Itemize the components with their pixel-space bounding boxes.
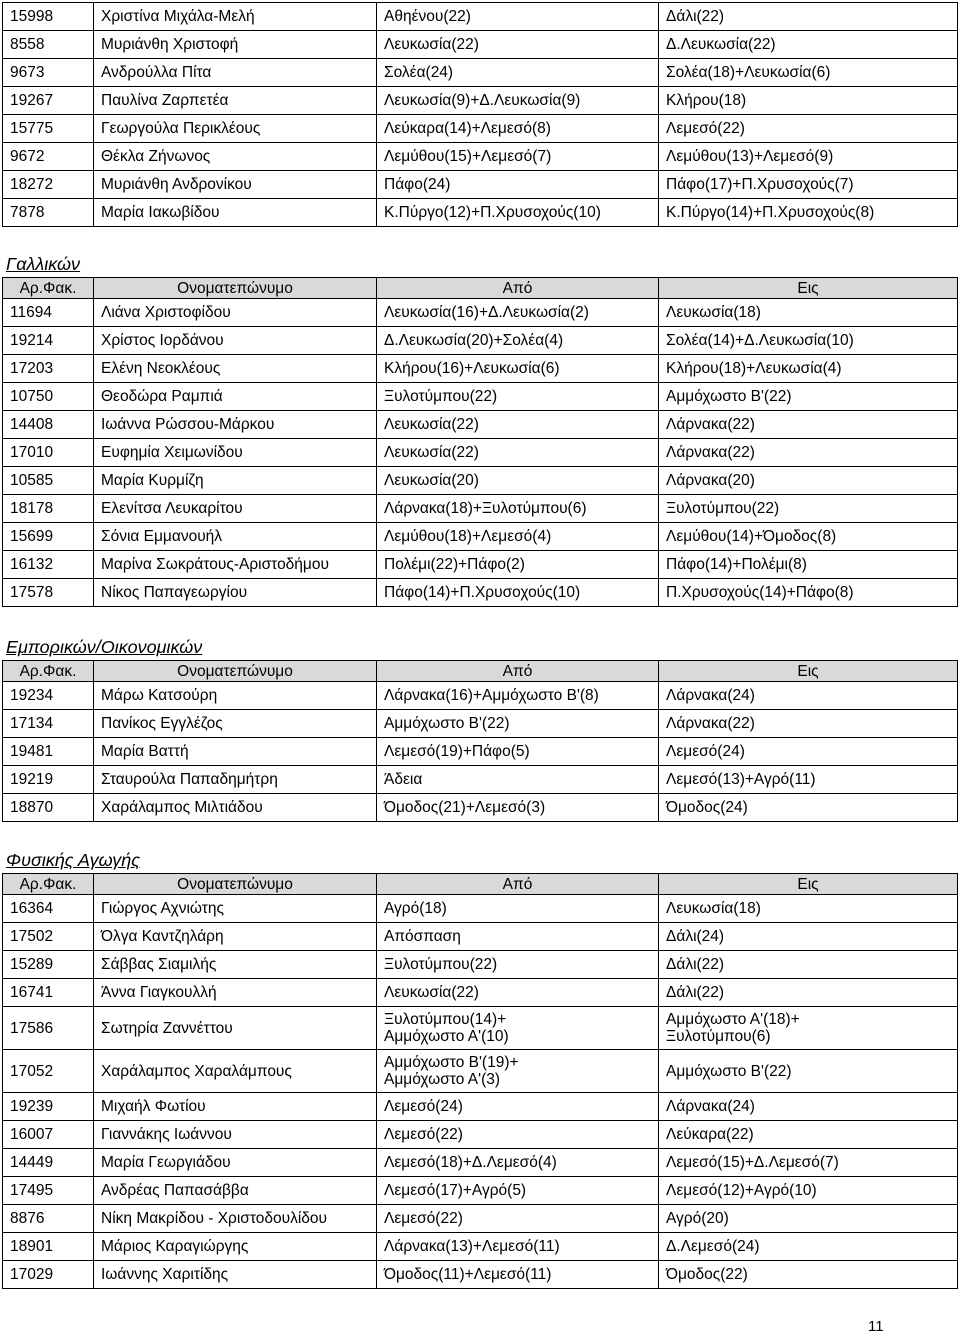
header-file-no: Αρ.Φακ. bbox=[3, 661, 94, 682]
file-no-cell: 16007 bbox=[3, 1121, 94, 1149]
file-no-cell: 19214 bbox=[3, 327, 94, 355]
table-row bbox=[3, 327, 958, 355]
table-row bbox=[3, 682, 958, 710]
file-no-cell: 16132 bbox=[3, 551, 94, 579]
table-row bbox=[3, 383, 958, 411]
from-cell: Λάρνακα(16)+Αμμόχωστο Β'(8) bbox=[377, 682, 659, 710]
file-no-cell: 18178 bbox=[3, 495, 94, 523]
to-cell: Λεύκαρα(22) bbox=[659, 1121, 958, 1149]
full-name-cell: Ανδρούλλα Πίτα bbox=[94, 59, 377, 87]
from-cell: Όμοδος(21)+Λεμεσό(3) bbox=[377, 794, 659, 822]
transfers-table-top bbox=[2, 2, 958, 227]
file-no-cell: 14449 bbox=[3, 1149, 94, 1177]
full-name-cell: Θεοδώρα Ραμπιά bbox=[94, 383, 377, 411]
to-cell: Δάλι(24) bbox=[659, 923, 958, 951]
table-body bbox=[3, 682, 958, 822]
to-cell: Λεμεσό(15)+Δ.Λεμεσό(7) bbox=[659, 1149, 958, 1177]
full-name-cell: Πανίκος Εγγλέζος bbox=[94, 710, 377, 738]
table-row bbox=[3, 1007, 958, 1050]
full-name-cell: Μαρία Γεωργιάδου bbox=[94, 1149, 377, 1177]
table-row bbox=[3, 87, 958, 115]
to-cell: Αμμόχωστο Β'(22) bbox=[659, 383, 958, 411]
table-row bbox=[3, 1121, 958, 1149]
full-name-cell: Ιωάννης Χαριτίδης bbox=[94, 1261, 377, 1289]
table-row bbox=[3, 710, 958, 738]
table-row bbox=[3, 115, 958, 143]
from-cell: Λευκωσία(9)+Δ.Λευκωσία(9) bbox=[377, 87, 659, 115]
from-cell: Λεμύθου(15)+Λεμεσό(7) bbox=[377, 143, 659, 171]
to-cell: Σολέα(18)+Λευκωσία(6) bbox=[659, 59, 958, 87]
from-cell: Κλήρου(16)+Λευκωσία(6) bbox=[377, 355, 659, 383]
full-name-cell: Γιαννάκης Ιωάννου bbox=[94, 1121, 377, 1149]
table-row bbox=[3, 467, 958, 495]
table-row bbox=[3, 143, 958, 171]
from-cell: Πάφο(14)+Π.Χρυσοχούς(10) bbox=[377, 579, 659, 607]
header-from: Από bbox=[377, 278, 659, 299]
to-cell: Κ.Πύργο(14)+Π.Χρυσοχούς(8) bbox=[659, 199, 958, 227]
file-no-cell: 17029 bbox=[3, 1261, 94, 1289]
header-to: Εις bbox=[659, 278, 958, 299]
to-cell: Πάφο(14)+Πολέμι(8) bbox=[659, 551, 958, 579]
to-cell: Δάλι(22) bbox=[659, 951, 958, 979]
to-cell: Δάλι(22) bbox=[659, 979, 958, 1007]
page-number: 11 bbox=[868, 1318, 884, 1335]
header-full-name: Ονοματεπώνυμο bbox=[94, 278, 377, 299]
from-cell: Λευκωσία(22) bbox=[377, 31, 659, 59]
file-no-cell: 15289 bbox=[3, 951, 94, 979]
header-file-no: Αρ.Φακ. bbox=[3, 874, 94, 895]
file-no-cell: 15998 bbox=[3, 3, 94, 31]
full-name-cell: Άννα Γιαγκουλλή bbox=[94, 979, 377, 1007]
table-row bbox=[3, 979, 958, 1007]
table-row bbox=[3, 766, 958, 794]
to-cell: Κλήρου(18)+Λευκωσία(4) bbox=[659, 355, 958, 383]
full-name-cell: Χαράλαμπος Χαραλάμπους bbox=[94, 1050, 377, 1093]
table-row bbox=[3, 923, 958, 951]
to-cell: Δ.Λευκωσία(22) bbox=[659, 31, 958, 59]
full-name-cell: Γιώργος Αχνιώτης bbox=[94, 895, 377, 923]
full-name-cell: Γεωργούλα Περικλέους bbox=[94, 115, 377, 143]
full-name-cell: Σωτηρία Ζαννέττου bbox=[94, 1007, 377, 1050]
file-no-cell: 11694 bbox=[3, 299, 94, 327]
cell-line: Ξυλοτύμπου(6) bbox=[666, 1028, 771, 1045]
from-cell: Λεμεσό(17)+Αγρό(5) bbox=[377, 1177, 659, 1205]
table-row bbox=[3, 895, 958, 923]
cell-line: Ξυλοτύμπου(14)+ bbox=[384, 1011, 507, 1028]
file-no-cell: 19219 bbox=[3, 766, 94, 794]
from-cell bbox=[377, 1050, 659, 1093]
file-no-cell: 15775 bbox=[3, 115, 94, 143]
table-body bbox=[3, 895, 958, 1289]
full-name-cell: Νίκη Μακρίδου - Χριστοδουλίδου bbox=[94, 1205, 377, 1233]
table-row bbox=[3, 1149, 958, 1177]
file-no-cell: 19481 bbox=[3, 738, 94, 766]
file-no-cell: 17578 bbox=[3, 579, 94, 607]
cell-line: Αμμόχωστο Α'(10) bbox=[384, 1028, 509, 1045]
section-title-economics: Εμπορικών/Οικονομικών bbox=[6, 637, 203, 657]
file-no-cell: 8558 bbox=[3, 31, 94, 59]
full-name-cell: Θέκλα Ζήνωνος bbox=[94, 143, 377, 171]
full-name-cell: Ανδρέας Παπασάββα bbox=[94, 1177, 377, 1205]
from-cell: Αγρό(18) bbox=[377, 895, 659, 923]
transfers-table-economics bbox=[2, 660, 958, 822]
from-cell: Πάφο(24) bbox=[377, 171, 659, 199]
to-cell bbox=[659, 1007, 958, 1050]
full-name-cell: Μαρία Βαττή bbox=[94, 738, 377, 766]
full-name-cell: Μυριάνθη Χριστοφή bbox=[94, 31, 377, 59]
header-to: Εις bbox=[659, 874, 958, 895]
to-cell: Κλήρου(18) bbox=[659, 87, 958, 115]
to-cell: Όμοδος(22) bbox=[659, 1261, 958, 1289]
from-cell: Ξυλοτύμπου(22) bbox=[377, 951, 659, 979]
from-cell: Λευκωσία(22) bbox=[377, 439, 659, 467]
to-cell: Λεμύθου(14)+Όμοδος(8) bbox=[659, 523, 958, 551]
full-name-cell: Σάββας Σιαμιλής bbox=[94, 951, 377, 979]
table-row bbox=[3, 579, 958, 607]
from-cell: Αθηένου(22) bbox=[377, 3, 659, 31]
to-cell: Π.Χρυσοχούς(14)+Πάφο(8) bbox=[659, 579, 958, 607]
file-no-cell: 10750 bbox=[3, 383, 94, 411]
transfers-table-physical-education bbox=[2, 873, 958, 1289]
from-cell: Λάρνακα(13)+Λεμεσό(11) bbox=[377, 1233, 659, 1261]
full-name-cell: Όλγα Καντζηλάρη bbox=[94, 923, 377, 951]
to-cell: Λάρνακα(24) bbox=[659, 1093, 958, 1121]
from-cell: Λευκωσία(16)+Δ.Λευκωσία(2) bbox=[377, 299, 659, 327]
full-name-cell: Χαράλαμπος Μιλτιάδου bbox=[94, 794, 377, 822]
full-name-cell: Μαρία Κυρμίζη bbox=[94, 467, 377, 495]
full-name-cell: Χρίστος Ιορδάνου bbox=[94, 327, 377, 355]
file-no-cell: 17502 bbox=[3, 923, 94, 951]
to-cell: Δ.Λεμεσό(24) bbox=[659, 1233, 958, 1261]
table-row bbox=[3, 59, 958, 87]
cell-line: Αμμόχωστο Α'(18)+ bbox=[666, 1011, 800, 1028]
file-no-cell: 18272 bbox=[3, 171, 94, 199]
transfers-table-french bbox=[2, 277, 958, 607]
table-row bbox=[3, 439, 958, 467]
full-name-cell: Λιάνα Χριστοφίδου bbox=[94, 299, 377, 327]
full-name-cell: Ελένη Νεοκλέους bbox=[94, 355, 377, 383]
full-name-cell: Ιωάννα Ρώσσου-Μάρκου bbox=[94, 411, 377, 439]
table-row bbox=[3, 794, 958, 822]
table-row bbox=[3, 1205, 958, 1233]
from-cell: Λευκωσία(20) bbox=[377, 467, 659, 495]
table-row bbox=[3, 3, 958, 31]
to-cell: Λεμεσό(12)+Αγρό(10) bbox=[659, 1177, 958, 1205]
file-no-cell: 8876 bbox=[3, 1205, 94, 1233]
from-cell: Λάρνακα(18)+Ξυλοτύμπου(6) bbox=[377, 495, 659, 523]
file-no-cell: 9672 bbox=[3, 143, 94, 171]
to-cell: Λάρνακα(20) bbox=[659, 467, 958, 495]
to-cell: Σολέα(14)+Δ.Λευκωσία(10) bbox=[659, 327, 958, 355]
to-cell: Λευκωσία(18) bbox=[659, 299, 958, 327]
from-cell: Όμοδος(11)+Λεμεσό(11) bbox=[377, 1261, 659, 1289]
full-name-cell: Νίκος Παπαγεωργίου bbox=[94, 579, 377, 607]
header-to: Εις bbox=[659, 661, 958, 682]
from-cell: Πολέμι(22)+Πάφο(2) bbox=[377, 551, 659, 579]
file-no-cell: 16364 bbox=[3, 895, 94, 923]
full-name-cell: Ελενίτσα Λευκαρίτου bbox=[94, 495, 377, 523]
table-row bbox=[3, 1233, 958, 1261]
section-title-french: Γαλλικών bbox=[6, 254, 81, 274]
from-cell: Λεμεσό(22) bbox=[377, 1121, 659, 1149]
file-no-cell: 17203 bbox=[3, 355, 94, 383]
header-row bbox=[3, 278, 958, 299]
from-cell: Λεμύθου(18)+Λεμεσό(4) bbox=[377, 523, 659, 551]
to-cell: Πάφο(17)+Π.Χρυσοχούς(7) bbox=[659, 171, 958, 199]
table-row bbox=[3, 495, 958, 523]
to-cell: Αγρό(20) bbox=[659, 1205, 958, 1233]
table-row bbox=[3, 355, 958, 383]
table-body bbox=[3, 3, 958, 227]
file-no-cell: 17010 bbox=[3, 439, 94, 467]
to-cell: Λεμύθου(13)+Λεμεσό(9) bbox=[659, 143, 958, 171]
from-cell: Άδεια bbox=[377, 766, 659, 794]
to-cell: Λεμεσό(22) bbox=[659, 115, 958, 143]
table-row bbox=[3, 411, 958, 439]
to-cell: Όμοδος(24) bbox=[659, 794, 958, 822]
file-no-cell: 17586 bbox=[3, 1007, 94, 1050]
table-row bbox=[3, 299, 958, 327]
header-from: Από bbox=[377, 661, 659, 682]
to-cell: Δάλι(22) bbox=[659, 3, 958, 31]
from-cell: Λεμεσό(22) bbox=[377, 1205, 659, 1233]
full-name-cell: Σόνια Εμμανουήλ bbox=[94, 523, 377, 551]
to-cell: Λευκωσία(18) bbox=[659, 895, 958, 923]
from-cell: Λεμεσό(24) bbox=[377, 1093, 659, 1121]
from-cell: Ξυλοτύμπου(22) bbox=[377, 383, 659, 411]
from-cell: Λεύκαρα(14)+Λεμεσό(8) bbox=[377, 115, 659, 143]
file-no-cell: 9673 bbox=[3, 59, 94, 87]
file-no-cell: 10585 bbox=[3, 467, 94, 495]
file-no-cell: 7878 bbox=[3, 199, 94, 227]
full-name-cell: Χριστίνα Μιχάλα-Μελή bbox=[94, 3, 377, 31]
file-no-cell: 19239 bbox=[3, 1093, 94, 1121]
table-row bbox=[3, 738, 958, 766]
file-no-cell: 14408 bbox=[3, 411, 94, 439]
from-cell: Αμμόχωστο Β'(22) bbox=[377, 710, 659, 738]
table-row bbox=[3, 1261, 958, 1289]
file-no-cell: 18870 bbox=[3, 794, 94, 822]
full-name-cell: Ευφημία Χειμωνίδου bbox=[94, 439, 377, 467]
table-row bbox=[3, 951, 958, 979]
full-name-cell: Μάριος Καραγιώργης bbox=[94, 1233, 377, 1261]
file-no-cell: 17134 bbox=[3, 710, 94, 738]
table-row bbox=[3, 551, 958, 579]
file-no-cell: 17052 bbox=[3, 1050, 94, 1093]
file-no-cell: 19234 bbox=[3, 682, 94, 710]
header-full-name: Ονοματεπώνυμο bbox=[94, 874, 377, 895]
to-cell: Λάρνακα(22) bbox=[659, 439, 958, 467]
full-name-cell: Μυριάνθη Ανδρονίκου bbox=[94, 171, 377, 199]
from-cell: Λευκωσία(22) bbox=[377, 979, 659, 1007]
to-cell: Λεμεσό(24) bbox=[659, 738, 958, 766]
table-body bbox=[3, 299, 958, 607]
file-no-cell: 16741 bbox=[3, 979, 94, 1007]
table-row bbox=[3, 1093, 958, 1121]
from-cell bbox=[377, 1007, 659, 1050]
table-row bbox=[3, 171, 958, 199]
cell-line: Αμμόχωστο Β'(19)+ bbox=[384, 1054, 519, 1071]
from-cell: Λεμεσό(18)+Δ.Λεμεσό(4) bbox=[377, 1149, 659, 1177]
to-cell: Λεμεσό(13)+Αγρό(11) bbox=[659, 766, 958, 794]
to-cell: Λάρνακα(22) bbox=[659, 710, 958, 738]
file-no-cell: 19267 bbox=[3, 87, 94, 115]
to-cell: Αμμόχωστο Β'(22) bbox=[659, 1050, 958, 1093]
full-name-cell: Σταυρούλα Παπαδημήτρη bbox=[94, 766, 377, 794]
file-no-cell: 15699 bbox=[3, 523, 94, 551]
to-cell: Ξυλοτύμπου(22) bbox=[659, 495, 958, 523]
file-no-cell: 18901 bbox=[3, 1233, 94, 1261]
from-cell: Λευκωσία(22) bbox=[377, 411, 659, 439]
header-full-name: Ονοματεπώνυμο bbox=[94, 661, 377, 682]
table-row bbox=[3, 1177, 958, 1205]
table-row bbox=[3, 31, 958, 59]
to-cell: Λάρνακα(24) bbox=[659, 682, 958, 710]
table-row bbox=[3, 523, 958, 551]
cell-line: Αμμόχωστο Α'(3) bbox=[384, 1071, 501, 1088]
file-no-cell: 17495 bbox=[3, 1177, 94, 1205]
table-row bbox=[3, 1050, 958, 1093]
from-cell: Απόσπαση bbox=[377, 923, 659, 951]
full-name-cell: Μαρίνα Σωκράτους-Αριστοδήμου bbox=[94, 551, 377, 579]
header-file-no: Αρ.Φακ. bbox=[3, 278, 94, 299]
header-row bbox=[3, 874, 958, 895]
from-cell: Λεμεσό(19)+Πάφο(5) bbox=[377, 738, 659, 766]
from-cell: Δ.Λευκωσία(20)+Σολέα(4) bbox=[377, 327, 659, 355]
from-cell: Κ.Πύργο(12)+Π.Χρυσοχούς(10) bbox=[377, 199, 659, 227]
full-name-cell: Μιχαήλ Φωτίου bbox=[94, 1093, 377, 1121]
full-name-cell: Παυλίνα Ζαρπετέα bbox=[94, 87, 377, 115]
to-cell: Λάρνακα(22) bbox=[659, 411, 958, 439]
table-row bbox=[3, 199, 958, 227]
full-name-cell: Μάρω Κατσούρη bbox=[94, 682, 377, 710]
header-from: Από bbox=[377, 874, 659, 895]
section-title-physical-education: Φυσικής Αγωγής bbox=[6, 850, 141, 870]
from-cell: Σολέα(24) bbox=[377, 59, 659, 87]
header-row bbox=[3, 661, 958, 682]
full-name-cell: Μαρία Ιακωβίδου bbox=[94, 199, 377, 227]
